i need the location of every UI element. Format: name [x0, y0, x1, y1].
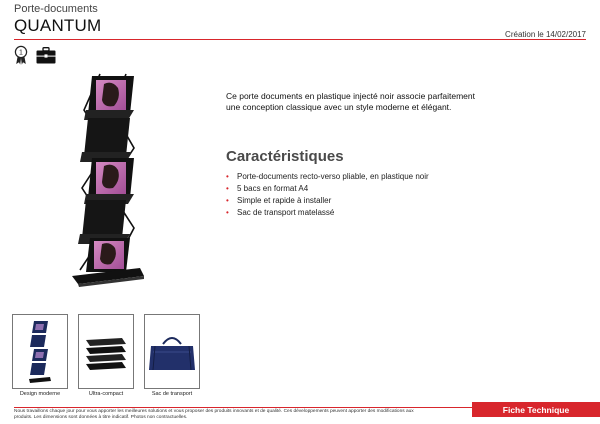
product-photo-brochure-stand — [64, 70, 146, 288]
award-ribbon-icon — [14, 45, 28, 65]
folded-stand-image — [82, 332, 130, 372]
header-divider — [14, 39, 586, 40]
product-category: Porte-documents — [14, 3, 98, 15]
product-name: QUANTUM — [14, 16, 102, 35]
feature-text: Sac de transport matelassé — [237, 208, 335, 217]
thumbnail-caption: Ultra-compact — [88, 391, 124, 397]
bullet-icon: • — [226, 172, 229, 181]
disclaimer-line: produits. Les dimensions sont données à titre indicatif. Photos non contractuelles. — [14, 415, 188, 420]
thumbnail-bag — [144, 314, 200, 397]
thumbnail-frame — [12, 314, 68, 389]
thumbnail-caption: Sac de transport — [151, 391, 193, 397]
thumbnail-gallery — [12, 314, 200, 397]
thumbnail-design — [12, 314, 68, 397]
feature-item — [226, 195, 526, 207]
bullet-icon: • — [226, 208, 229, 217]
stand-image — [28, 317, 52, 387]
feature-item — [226, 171, 526, 183]
thumbnail-caption: Design moderne — [19, 391, 61, 397]
features-title: Caractéristiques — [226, 148, 344, 165]
thumbnail-compact — [78, 314, 134, 397]
description-line: Ce porte documents en plastique injecté noir associe parfaitement — [226, 91, 476, 101]
carry-bag-image — [147, 330, 197, 374]
footer-divider — [14, 407, 472, 408]
features-list — [226, 171, 526, 219]
award-number: 1 — [19, 49, 23, 57]
feature-item — [226, 207, 526, 219]
feature-text: Porte-documents recto-verso pliable, en plastique noir — [237, 172, 429, 181]
bullet-icon: • — [226, 196, 229, 205]
feature-icons — [14, 45, 56, 65]
feature-text: 5 bacs en format A4 — [237, 184, 309, 193]
page-header — [14, 3, 586, 40]
disclaimer-line: Nous travaillons chaque jour pour vous apporter les meilleures solutions et vous proposer des produits innovants et de qualité. Ces développements peuvent apporter des modifications aux — [14, 409, 414, 414]
thumbnail-frame — [144, 314, 200, 389]
bullet-icon: • — [226, 184, 229, 193]
briefcase-icon — [36, 47, 56, 64]
footer-disclaimer — [14, 409, 472, 421]
creation-date: Création le 14/02/2017 — [505, 30, 586, 39]
fiche-technique-badge: Fiche Technique — [472, 402, 600, 417]
feature-item — [226, 183, 526, 195]
description-line: une conception classique avec un style moderne et élégant. — [226, 102, 452, 112]
product-description — [226, 91, 526, 113]
thumbnail-frame — [78, 314, 134, 389]
feature-text: Simple et rapide à installer — [237, 196, 332, 205]
